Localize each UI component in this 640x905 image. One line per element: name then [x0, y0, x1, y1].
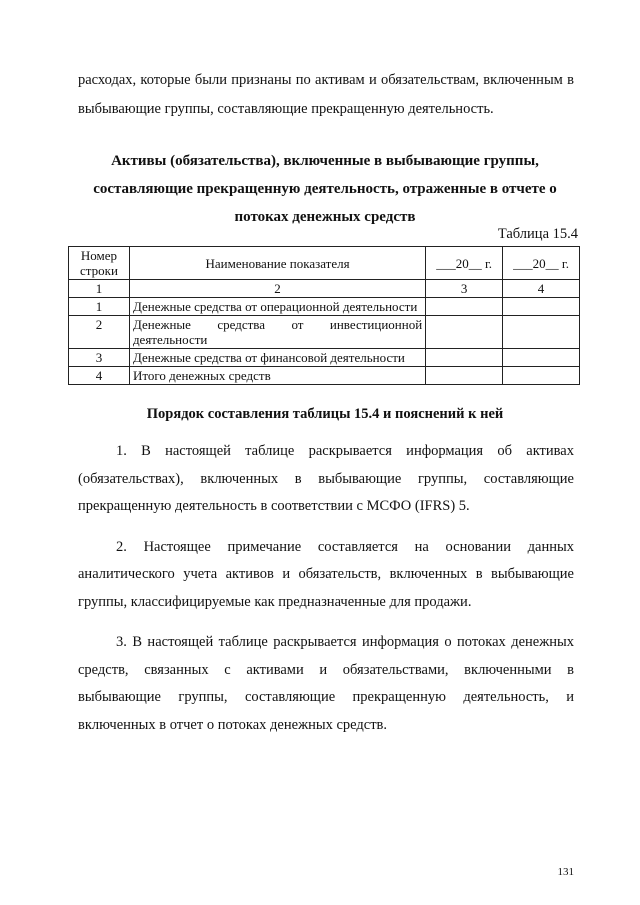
column-number-1: 1 [69, 280, 130, 298]
table-header-row [69, 247, 580, 280]
header-year-2: ___20__ г. [503, 247, 580, 280]
row-value-year-2 [503, 349, 580, 367]
row-number: 2 [69, 316, 130, 349]
procedure-paragraph-1: 1. В настоящей таблице раскрывается информация об активах (обязательствах), включенных в выбывающие группы, составляющие прекращенную деятельность в соответствии с МСФО (IFRS) 5. [78, 443, 574, 514]
column-number-3: 3 [426, 280, 503, 298]
section-heading-line-2: составляющие прекращенную деятельность, отраженные в отчете о [93, 181, 557, 197]
row-indicator-name: Денежные средства от инвестиционной деятельности [129, 316, 425, 349]
column-number-row [69, 280, 580, 298]
section-heading [70, 147, 580, 231]
table-row [69, 298, 580, 316]
row-number: 3 [69, 349, 130, 367]
row-value-year-1 [426, 349, 503, 367]
column-number-2: 2 [129, 280, 425, 298]
header-row-number-line-2: строки [80, 263, 118, 278]
intro-paragraph: расходах, которые были признаны по активам и обязательствам, включенным в выбывающие группы, составляющие прекращенную деятельность. [78, 72, 574, 117]
row-value-year-1 [426, 316, 503, 349]
row-value-year-2 [503, 298, 580, 316]
row-value-year-2 [503, 316, 580, 349]
procedure-heading: Порядок составления таблицы 15.4 и пояснений к ней [146, 406, 504, 422]
row-indicator-name: Денежные средства от финансовой деятельности [129, 349, 425, 367]
header-year-1: ___20__ г. [426, 247, 503, 280]
row-indicator-name: Денежные средства от операционной деятельности [129, 298, 425, 316]
column-number-4: 4 [503, 280, 580, 298]
row-number: 4 [69, 367, 130, 385]
procedure-body [78, 438, 574, 752]
table-label: Таблица 15.4 [497, 226, 578, 242]
header-indicator-name: Наименование показателя [129, 247, 425, 280]
row-value-year-1 [426, 367, 503, 385]
procedure-paragraph-3: 3. В настоящей таблице раскрывается информация о потоках денежных средств, связанных с активами и обязательствами, включенными в выбывающие группы, составляющие прекращенную деятельность, и включенных в отчет о потоках денежных средств. [78, 634, 574, 733]
row-value-year-1 [426, 298, 503, 316]
table-row [69, 349, 580, 367]
table-row [69, 367, 580, 385]
table-row [69, 316, 580, 349]
row-number: 1 [69, 298, 130, 316]
row-value-year-2 [503, 367, 580, 385]
row-indicator-name: Итого денежных средств [129, 367, 425, 385]
procedure-paragraph-2: 2. Настоящее примечание составляется на основании данных аналитического учета активов и обязательств, включенных в выбывающие группы, классифицируемые как предназначенные для продажи. [78, 538, 574, 610]
section-heading-line-1: Активы (обязательства), включенные в выбывающие группы, [111, 153, 539, 169]
header-row-number-line-1: Номер [80, 248, 118, 263]
table-15-4 [68, 246, 580, 385]
header-row-number [69, 247, 130, 280]
section-heading-line-3: потоках денежных средств [234, 209, 416, 225]
page-number: 131 [557, 866, 574, 878]
